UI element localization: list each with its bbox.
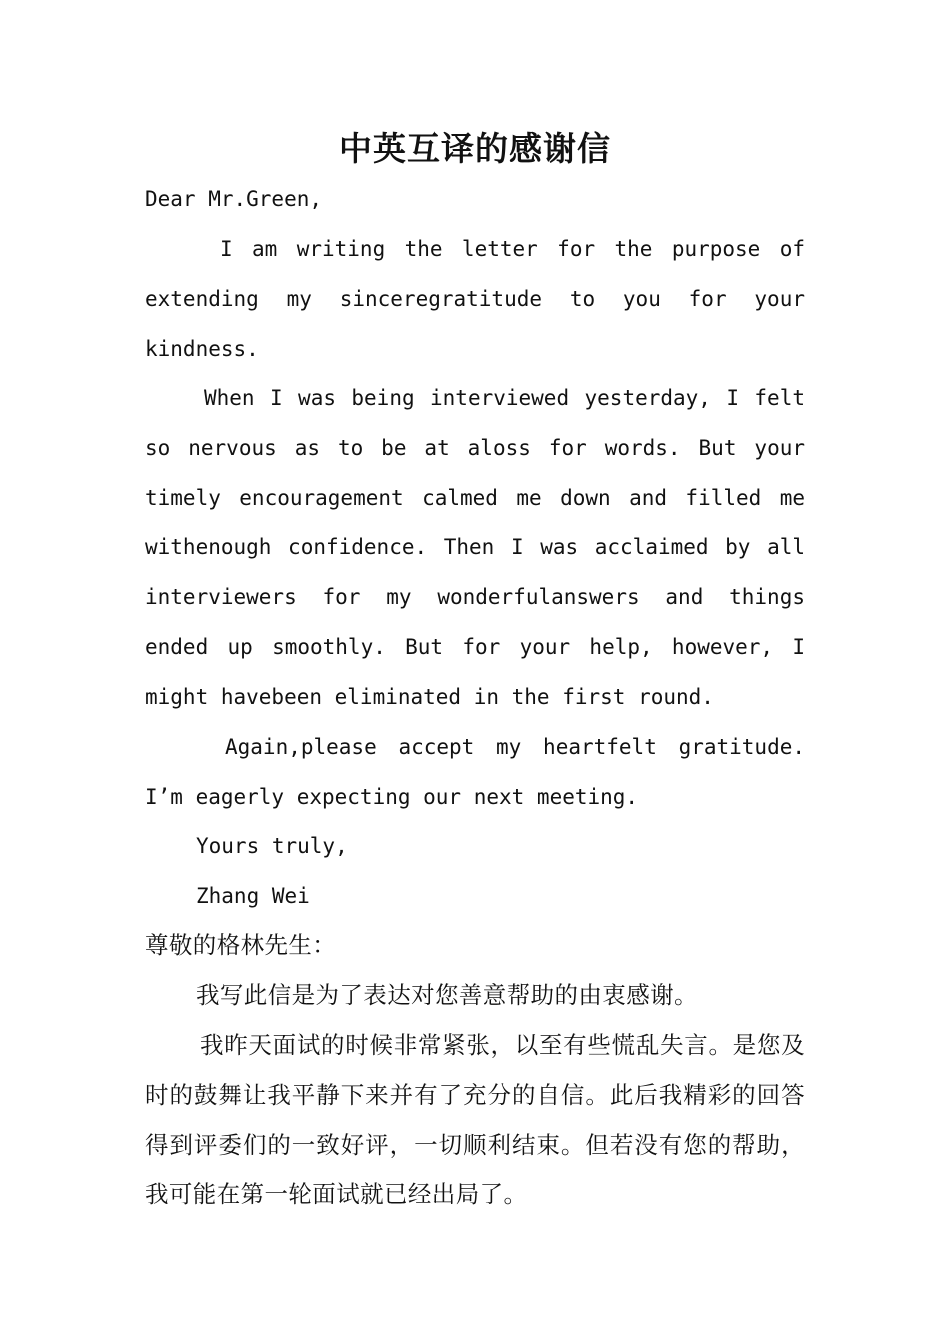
- chinese-paragraph-1: 我写此信是为了表达对您善意帮助的由衷感谢。: [196, 981, 698, 1009]
- english-closing: Yours truly,: [196, 834, 348, 858]
- chinese-paragraph-2: 我昨天面试的时候非常紧张，以至有些慌乱失言。是您及时的鼓舞让我平静下来并有了充分的自信。此后我精彩的回答得到评委们的一致好评，一切顺利结束。但若没有您的帮助，我可能在第一轮面试就已经出局了。: [145, 1031, 805, 1209]
- english-signature: Zhang Wei: [196, 884, 310, 908]
- document-title: 中英互译的感谢信: [339, 129, 611, 168]
- english-paragraph-2: When I was being interviewed yesterday, I felt so nervous as to be at aloss for words. But your timely encouragement calmed me down and filled me withenough confidence. Then I was acclaimed by all interviewers for my wonderfulanswers and things ended up smoothly. But for your help, however, I might havebeen eliminated in the first round.: [145, 386, 805, 709]
- chinese-salutation: 尊敬的格林先生：: [145, 931, 337, 959]
- english-paragraph-1: I am writing the letter for the purpose of extending my sinceregratitude to you for your kindness.: [145, 237, 805, 361]
- english-paragraph-3: Again,please accept my heartfelt gratitude. I’m eagerly expecting our next meeting.: [145, 735, 805, 809]
- english-salutation: Dear Mr.Green,: [145, 187, 323, 211]
